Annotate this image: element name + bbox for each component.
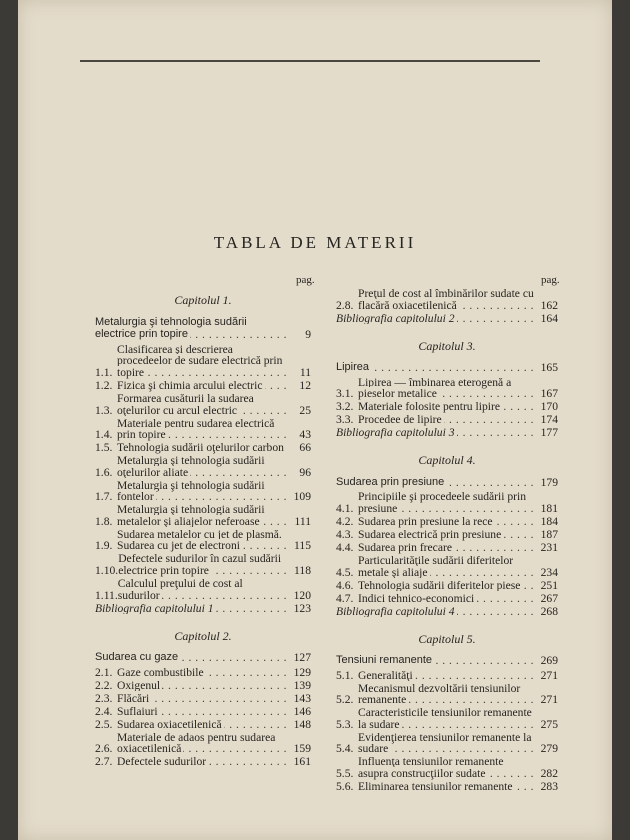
toc-section bbox=[95, 651, 311, 664]
toc-entry-number: 4.2. bbox=[336, 515, 354, 529]
chapter-heading: Capitolul 4. bbox=[418, 453, 476, 468]
toc-entry-title: Oxigenul bbox=[117, 679, 161, 692]
toc-bibliography bbox=[95, 603, 311, 615]
toc-entry bbox=[336, 781, 558, 793]
toc-entry bbox=[95, 756, 311, 768]
toc-bibliography bbox=[336, 313, 558, 325]
toc-entry bbox=[95, 480, 311, 503]
toc-entry bbox=[95, 393, 311, 416]
toc-entry-page: 231 bbox=[534, 542, 558, 554]
page-column-label-right: pag. bbox=[541, 274, 560, 286]
toc-entry-number: 1.11. bbox=[95, 588, 118, 602]
toc-entry-title: Fizica şi chimia arcului electric bbox=[117, 379, 263, 392]
toc-entry-page: 170 bbox=[534, 401, 558, 413]
toc-entry-number: 5.5. bbox=[336, 767, 354, 781]
toc-entry-title: Lipirea — îmbinarea eterogenă a pieselor metalice bbox=[358, 376, 512, 400]
toc-entry-title: Sudarea oxiacetilenică bbox=[117, 718, 222, 731]
toc-entry-title: Metalurgia şi tehnologia sudării electrice prin topire bbox=[95, 315, 247, 341]
toc-entry-page: 187 bbox=[534, 529, 558, 541]
toc-entry bbox=[336, 491, 558, 514]
toc-entry-title: Materiale folosite pentru lipire bbox=[358, 401, 500, 413]
toc-entry-title: Lipirea bbox=[336, 361, 370, 374]
toc-entry-number: 5.1. bbox=[336, 668, 354, 682]
toc-entry-page: 271 bbox=[534, 694, 558, 706]
toc-entry-title: Tehnologia sudării oţelurilor carbon bbox=[117, 442, 284, 454]
toc-entry-number: 3.2. bbox=[336, 400, 354, 414]
toc-entry bbox=[336, 529, 558, 541]
toc-entry-title: Formarea cusăturii la sudarea oţelurilor cu arcul electric bbox=[117, 392, 254, 417]
toc-entry-number: 1.8. bbox=[95, 514, 113, 528]
toc-entry-page: 161 bbox=[287, 756, 311, 768]
toc-entry-number: 2.8. bbox=[336, 298, 354, 312]
toc-entry bbox=[95, 504, 311, 527]
toc-entry bbox=[336, 288, 558, 311]
toc-entry-number: 2.3. bbox=[95, 691, 113, 705]
toc-entry-title: Evidenţierea tensiunilor remanente la sudare bbox=[358, 731, 532, 756]
toc-entry-number: 4.1. bbox=[336, 502, 354, 516]
chapter-heading: Capitolul 2. bbox=[174, 628, 232, 643]
toc-entry-page: 123 bbox=[287, 603, 311, 615]
book-page bbox=[18, 0, 612, 840]
toc-entry-title: Particularităţile sudării diferitelor metale şi aliaje bbox=[358, 555, 514, 579]
toc-entry-number: 4.6. bbox=[336, 578, 354, 592]
toc-entry-number: 2.6. bbox=[95, 742, 113, 756]
toc-entry bbox=[95, 680, 311, 692]
toc-entry bbox=[95, 553, 311, 576]
toc-bibliography bbox=[336, 606, 558, 618]
header-rule bbox=[80, 60, 540, 62]
toc-entry-number: 1.1. bbox=[95, 365, 113, 379]
toc-entry-page: 179 bbox=[534, 477, 558, 489]
toc-entry-number: 1.9. bbox=[95, 539, 113, 553]
toc-bibliography bbox=[336, 427, 558, 439]
toc-entry-number: 2.1. bbox=[95, 665, 113, 679]
toc-entry-page: 9 bbox=[287, 329, 311, 341]
toc-entry-number: 4.7. bbox=[336, 591, 354, 605]
toc-entry-title: Eliminarea tensiunilor remanente bbox=[358, 781, 513, 793]
toc-entry-title: Metalurgia şi tehnologia sudării oţelurilor aliate bbox=[117, 455, 265, 479]
toc-entry bbox=[95, 344, 311, 379]
toc-entry-number: 4.4. bbox=[336, 541, 354, 555]
toc-section bbox=[336, 361, 558, 374]
toc-entry-title: Sudarea electrică prin presiune bbox=[358, 529, 502, 541]
toc-entry-number: 3.3. bbox=[336, 413, 354, 427]
toc-entry bbox=[336, 516, 558, 528]
toc-entry-title: Metalurgia şi tehnologia sudării fontelor bbox=[117, 479, 265, 503]
toc-entry-number: 1.7. bbox=[95, 490, 113, 504]
chapter-heading: Capitolul 3. bbox=[418, 338, 476, 353]
toc-entry-page: 96 bbox=[287, 467, 311, 479]
toc-entry-number: 2.7. bbox=[95, 755, 113, 769]
chapter-heading: Capitolul 1. bbox=[174, 293, 232, 307]
toc-entry-title: Indici tehnico-economici bbox=[358, 592, 475, 605]
toc-entry bbox=[95, 732, 311, 755]
toc-entry bbox=[95, 380, 311, 392]
toc-entry-page: 143 bbox=[287, 693, 311, 705]
toc-entry-page: 282 bbox=[534, 768, 558, 780]
toc-entry-number: 3.1. bbox=[336, 387, 354, 401]
toc-entry-number: 2.4. bbox=[95, 704, 113, 718]
toc-entry bbox=[336, 542, 558, 554]
toc-entry-number: 2.5. bbox=[95, 717, 113, 731]
page-column-label-left: pag. bbox=[296, 274, 315, 286]
page-title: TABLA DE MATERII bbox=[213, 233, 417, 252]
toc-entry-number: 4.5. bbox=[336, 565, 354, 579]
toc-entry-title: Clasificarea şi descrierea procedeelor de sudare electrică prin topire bbox=[117, 343, 283, 379]
toc-entry bbox=[336, 756, 558, 779]
toc-entry-title: Influenţa tensiunilor remanente asupra construcţiilor sudate bbox=[358, 756, 504, 780]
toc-entry-page: 181 bbox=[534, 503, 558, 515]
toc-section bbox=[95, 316, 311, 341]
toc-column-right bbox=[336, 288, 558, 794]
toc-entry-page: 162 bbox=[534, 300, 558, 312]
toc-entry-title: Bibliografia capitolului 4 bbox=[336, 605, 455, 618]
toc-entry bbox=[95, 693, 311, 705]
toc-entry-title: Tehnologia sudării diferitelor piese bbox=[358, 579, 521, 592]
toc-entry-title: Defectele sudurilor în cazul sudării electrice prin topire bbox=[118, 553, 282, 577]
toc-entry bbox=[95, 529, 311, 552]
toc-entry-title: Tensiuni remanente bbox=[336, 654, 433, 667]
toc-entry-page: 127 bbox=[287, 652, 311, 664]
toc-entry-title: Principiile şi procedeele sudării prin presiune bbox=[358, 491, 527, 515]
toc-entry-page: 12 bbox=[287, 380, 311, 392]
chapter-heading: Capitolul 5. bbox=[418, 631, 476, 646]
toc-entry-page: 118 bbox=[287, 565, 311, 577]
toc-entry bbox=[336, 593, 558, 605]
toc-entry-page: 111 bbox=[287, 516, 311, 528]
toc-entry bbox=[95, 578, 311, 601]
toc-entry-title: Metalurgia şi tehnologia sudării metalelor şi aliajelor neferoase bbox=[117, 504, 265, 528]
toc-entry-number: 5.4. bbox=[336, 742, 354, 756]
toc-entry-page: 115 bbox=[287, 540, 311, 552]
toc-entry-page: 269 bbox=[534, 655, 558, 667]
toc-entry-page: 139 bbox=[287, 680, 311, 692]
toc-entry-page: 167 bbox=[534, 388, 558, 400]
toc-entry-page: 43 bbox=[287, 429, 311, 441]
toc-entry-title: Sudarea metalelor cu jet de plasmă. Sudarea cu jet de electroni bbox=[117, 528, 282, 552]
toc-entry bbox=[336, 414, 558, 426]
toc-entry-title: Caracteristicile tensiunilor remanente la sudare bbox=[358, 707, 532, 731]
toc-column-left bbox=[95, 288, 311, 769]
toc-entry-title: Preţul de cost al îmbinărilor sudate cu flacără oxiacetilenică bbox=[358, 288, 534, 312]
toc-entry-title: Procedee de lipire bbox=[358, 414, 442, 426]
toc-entry-number: 5.2. bbox=[336, 693, 354, 707]
toc-entry-number: 1.2. bbox=[95, 378, 113, 392]
toc-entry-page: 11 bbox=[287, 367, 311, 379]
toc-entry bbox=[336, 401, 558, 413]
toc-entry-title: Defectele sudurilor bbox=[117, 756, 207, 768]
toc-entry-page: 177 bbox=[534, 427, 558, 439]
toc-entry-title: Bibliografia capitolului 3 bbox=[336, 427, 455, 439]
toc-entry-number: 2.2. bbox=[95, 678, 113, 692]
toc-entry-page: 268 bbox=[534, 606, 558, 618]
toc-entry-page: 251 bbox=[534, 580, 558, 592]
toc-entry bbox=[336, 732, 558, 755]
toc-entry-page: 234 bbox=[534, 567, 558, 579]
toc-entry-page: 165 bbox=[534, 362, 558, 374]
toc-entry-title: Suflaiuri bbox=[117, 705, 158, 718]
toc-entry-page: 129 bbox=[287, 667, 311, 679]
toc-entry-title: Sudarea prin presiune bbox=[336, 475, 445, 488]
toc-entry bbox=[336, 555, 558, 578]
toc-entry-number: 1.10. bbox=[95, 563, 119, 577]
toc-entry-page: 148 bbox=[287, 719, 311, 731]
toc-entry bbox=[336, 580, 558, 592]
toc-entry-number: 4.3. bbox=[336, 528, 354, 542]
toc-entry bbox=[95, 418, 311, 441]
toc-entry bbox=[336, 670, 558, 682]
toc-entry-page: 267 bbox=[534, 593, 558, 605]
toc-entry-title: Sudarea cu gaze bbox=[95, 651, 179, 664]
toc-entry-title: Flăcări bbox=[117, 692, 150, 705]
toc-entry bbox=[95, 442, 311, 454]
toc-entry bbox=[95, 719, 311, 731]
toc-entry-title: Materiale de adaos pentru sudarea oxiacetilenică bbox=[117, 731, 276, 755]
toc-entry-number: 1.3. bbox=[95, 403, 113, 417]
toc-entry bbox=[336, 683, 558, 706]
toc-entry-page: 120 bbox=[287, 590, 311, 602]
toc-entry bbox=[336, 377, 558, 400]
toc-entry-number: 5.3. bbox=[336, 717, 354, 731]
toc-entry-title: Calculul preţului de cost al sudurilor bbox=[117, 577, 243, 602]
toc-entry-title: Materiale pentru sudarea electrică prin topire bbox=[117, 417, 275, 441]
toc-section bbox=[336, 654, 558, 667]
toc-entry-title: Bibliografia capitolului 1 bbox=[95, 602, 214, 615]
toc-entry-number: 5.6. bbox=[336, 780, 354, 794]
toc-entry-page: 164 bbox=[534, 313, 558, 325]
toc-entry bbox=[95, 455, 311, 478]
toc-entry-page: 109 bbox=[287, 491, 311, 503]
toc-entry-page: 146 bbox=[287, 706, 311, 718]
toc-entry-page: 66 bbox=[287, 442, 311, 454]
toc-entry-page: 25 bbox=[287, 405, 311, 417]
toc-entry-title: Bibliografia capitolului 2 bbox=[336, 312, 455, 325]
toc-entry-page: 275 bbox=[534, 719, 558, 731]
toc-entry-title: Mecanismul dezvoltării tensiunilor remanente bbox=[358, 682, 521, 706]
toc-entry-title: Sudarea prin presiune la rece bbox=[358, 516, 493, 528]
toc-entry bbox=[95, 667, 311, 679]
toc-entry-page: 279 bbox=[534, 743, 558, 755]
toc-entry-title: Gaze combustibile bbox=[117, 666, 204, 679]
toc-entry-page: 174 bbox=[534, 414, 558, 426]
toc-entry-number: 1.4. bbox=[95, 428, 113, 442]
toc-entry-page: 283 bbox=[534, 781, 558, 793]
toc-section bbox=[336, 476, 558, 489]
toc-entry bbox=[336, 707, 558, 730]
toc-entry-number: 1.5. bbox=[95, 441, 113, 455]
toc-entry-page: 159 bbox=[287, 743, 311, 755]
toc-entry-number: 1.6. bbox=[95, 465, 113, 479]
toc-entry bbox=[95, 706, 311, 718]
toc-entry-page: 271 bbox=[534, 670, 558, 682]
toc-entry-title: Generalităţi bbox=[358, 669, 413, 682]
toc-entry-title: Sudarea prin frecare bbox=[358, 542, 452, 554]
toc-entry-page: 184 bbox=[534, 516, 558, 528]
